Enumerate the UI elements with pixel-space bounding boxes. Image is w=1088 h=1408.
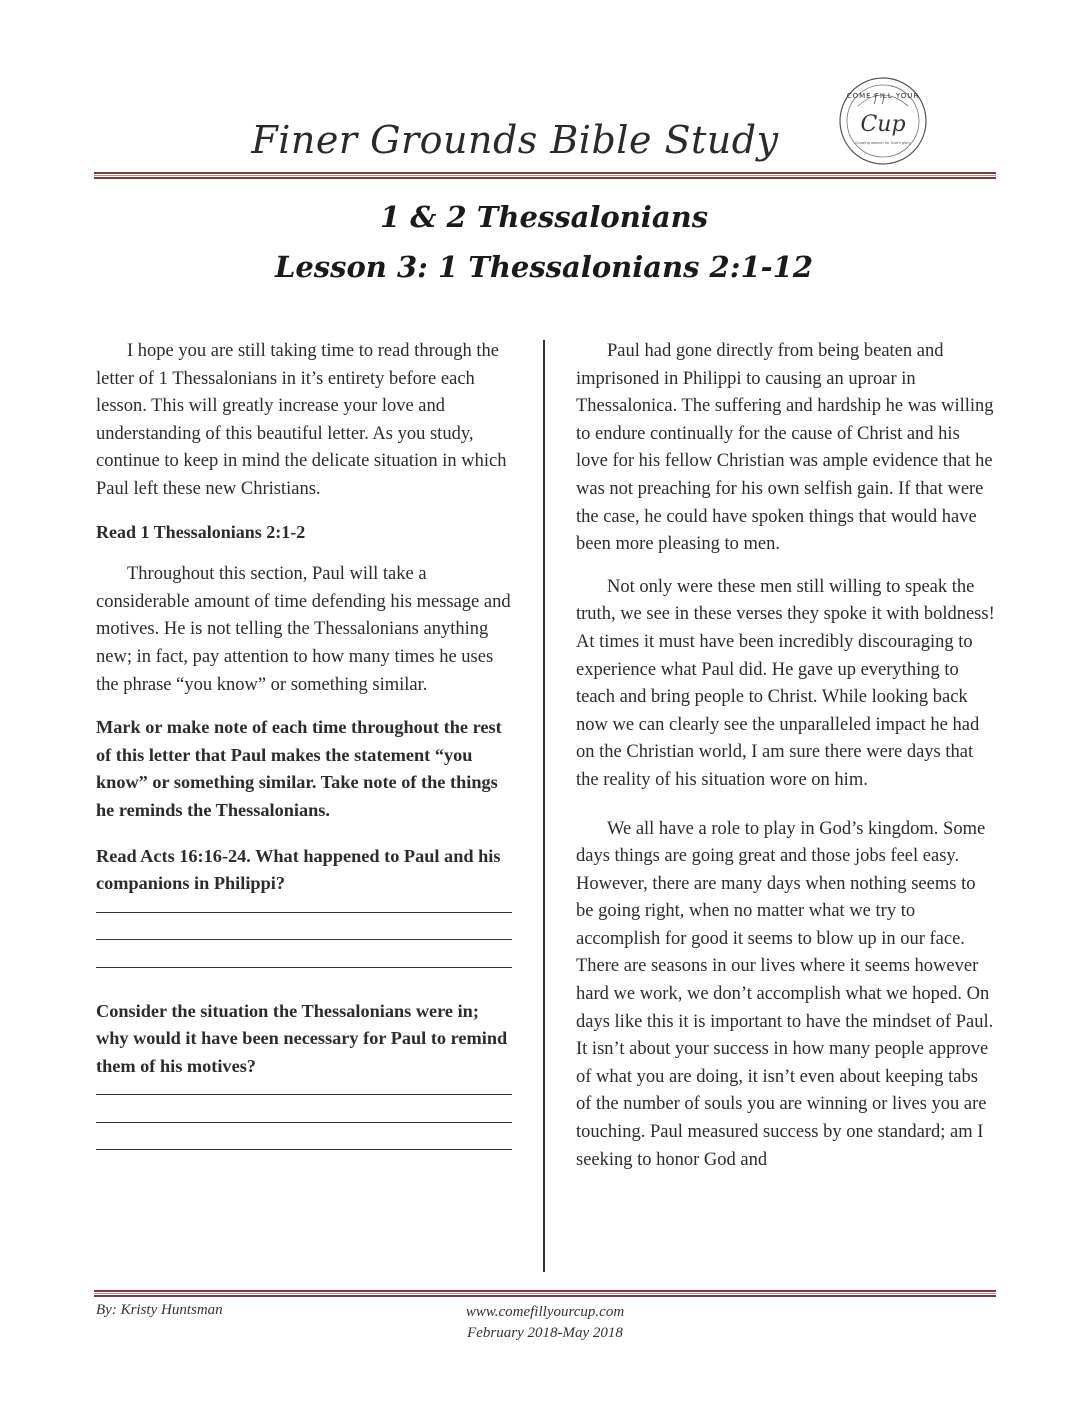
read-heading: Read 1 Thessalonians 2:1-2 <box>96 521 306 542</box>
answer-line[interactable] <box>96 1149 512 1150</box>
right-column <box>576 338 996 1189</box>
column-divider <box>543 340 545 1272</box>
svg-text:Growing women for God's glory: Growing women for God's glory <box>855 141 911 145</box>
answer-line[interactable] <box>96 967 512 968</box>
answer-line[interactable] <box>96 939 512 940</box>
come-fill-your-cup-logo <box>838 76 928 166</box>
acts-question: Read Acts 16:16-24. What happened to Paul and his companions in Philippi? <box>96 845 501 894</box>
answer-lines-2 <box>96 1080 516 1150</box>
lesson-title-series: 1 & 2 Thessalonians <box>379 200 709 234</box>
svg-text:COME FILL YOUR: COME FILL YOUR <box>846 92 920 100</box>
answer-lines-1 <box>96 898 516 968</box>
right-paragraph-3: We all have a role to play in God’s kingdom. Some days things are going great and those jobs feel easy. However, there are many days when nothing seems to be going right, when no matter what we try to accomplish for good it seems to blow up in our face. There are seasons in our lives where it seems however hard we work, we don’t accomplish what we hoped. On days like this it is important to have the mindset of Paul. It isn’t about your success in how many people approve of what you are doing, it isn’t even about keeping tabs of the number of souls you are winning or lives you are touching. Paul measured success by one standard; am I seeking to honor God and <box>576 818 994 1170</box>
answer-line[interactable] <box>96 912 512 913</box>
answer-line[interactable] <box>96 1122 512 1123</box>
footer-website[interactable]: www.comefillyourcup.com <box>465 1304 625 1320</box>
answer-line[interactable] <box>96 1094 512 1095</box>
footer-info <box>420 1302 670 1344</box>
mark-note-prompt: Mark or make note of each time throughout the rest of this letter that Paul makes the statement “you know” or something similar. Take note of the things he reminds the Thessalonians. <box>96 717 502 820</box>
section-paragraph: Throughout this section, Paul will take a considerable amount of time defending his message and motives. He is not telling the Thessalonians anything new; in fact, pay attention to how many times he uses the phrase “you know” or something similar. <box>96 564 511 695</box>
intro-paragraph: I hope you are still taking time to read through the letter of 1 Thessalonians in it’s entirety before each lesson. This will greatly increase your love and understanding of this beautiful letter. As you study, continue to keep in mind the delicate situation in which Paul left these new Christians. <box>96 341 507 499</box>
page-title: Finer Grounds Bible Study <box>251 118 779 162</box>
svg-text:Cup: Cup <box>860 112 906 137</box>
lesson-title-number: Lesson 3: 1 Thessalonians 2:1-12 <box>274 250 814 284</box>
right-paragraph-1: Paul had gone directly from being beaten and imprisoned in Philippi to causing an uproar in Thessalonica. The suffering and hardship he was willing to endure continually for the cause of Christ and his love for his fellow Christian was ample evidence that he was not preaching for his own selfish gain. If that were the case, he could have spoken things that would have been more pleasing to men. <box>576 341 994 555</box>
footer-rule <box>94 1290 996 1297</box>
left-column <box>96 338 516 1180</box>
header-rule <box>94 172 996 179</box>
footer-dates: February 2018-May 2018 <box>467 1325 623 1341</box>
motives-question: Consider the situation the Thessalonians were in; why would it have been necessary for Paul to remind them of his motives? <box>96 1000 508 1076</box>
right-paragraph-2: Not only were these men still willing to speak the truth, we see in these verses they spoke it with boldness! At times it must have been incredibly discouraging to experience what Paul did. He gave up everything to teach and bring people to Christ. While looking back now we can clearly see the unparalleled impact he had on the Christian world, I am sure there were days that the reality of his situation wore on him. <box>576 576 995 790</box>
footer-author: By: Kristy Huntsman <box>96 1302 223 1318</box>
